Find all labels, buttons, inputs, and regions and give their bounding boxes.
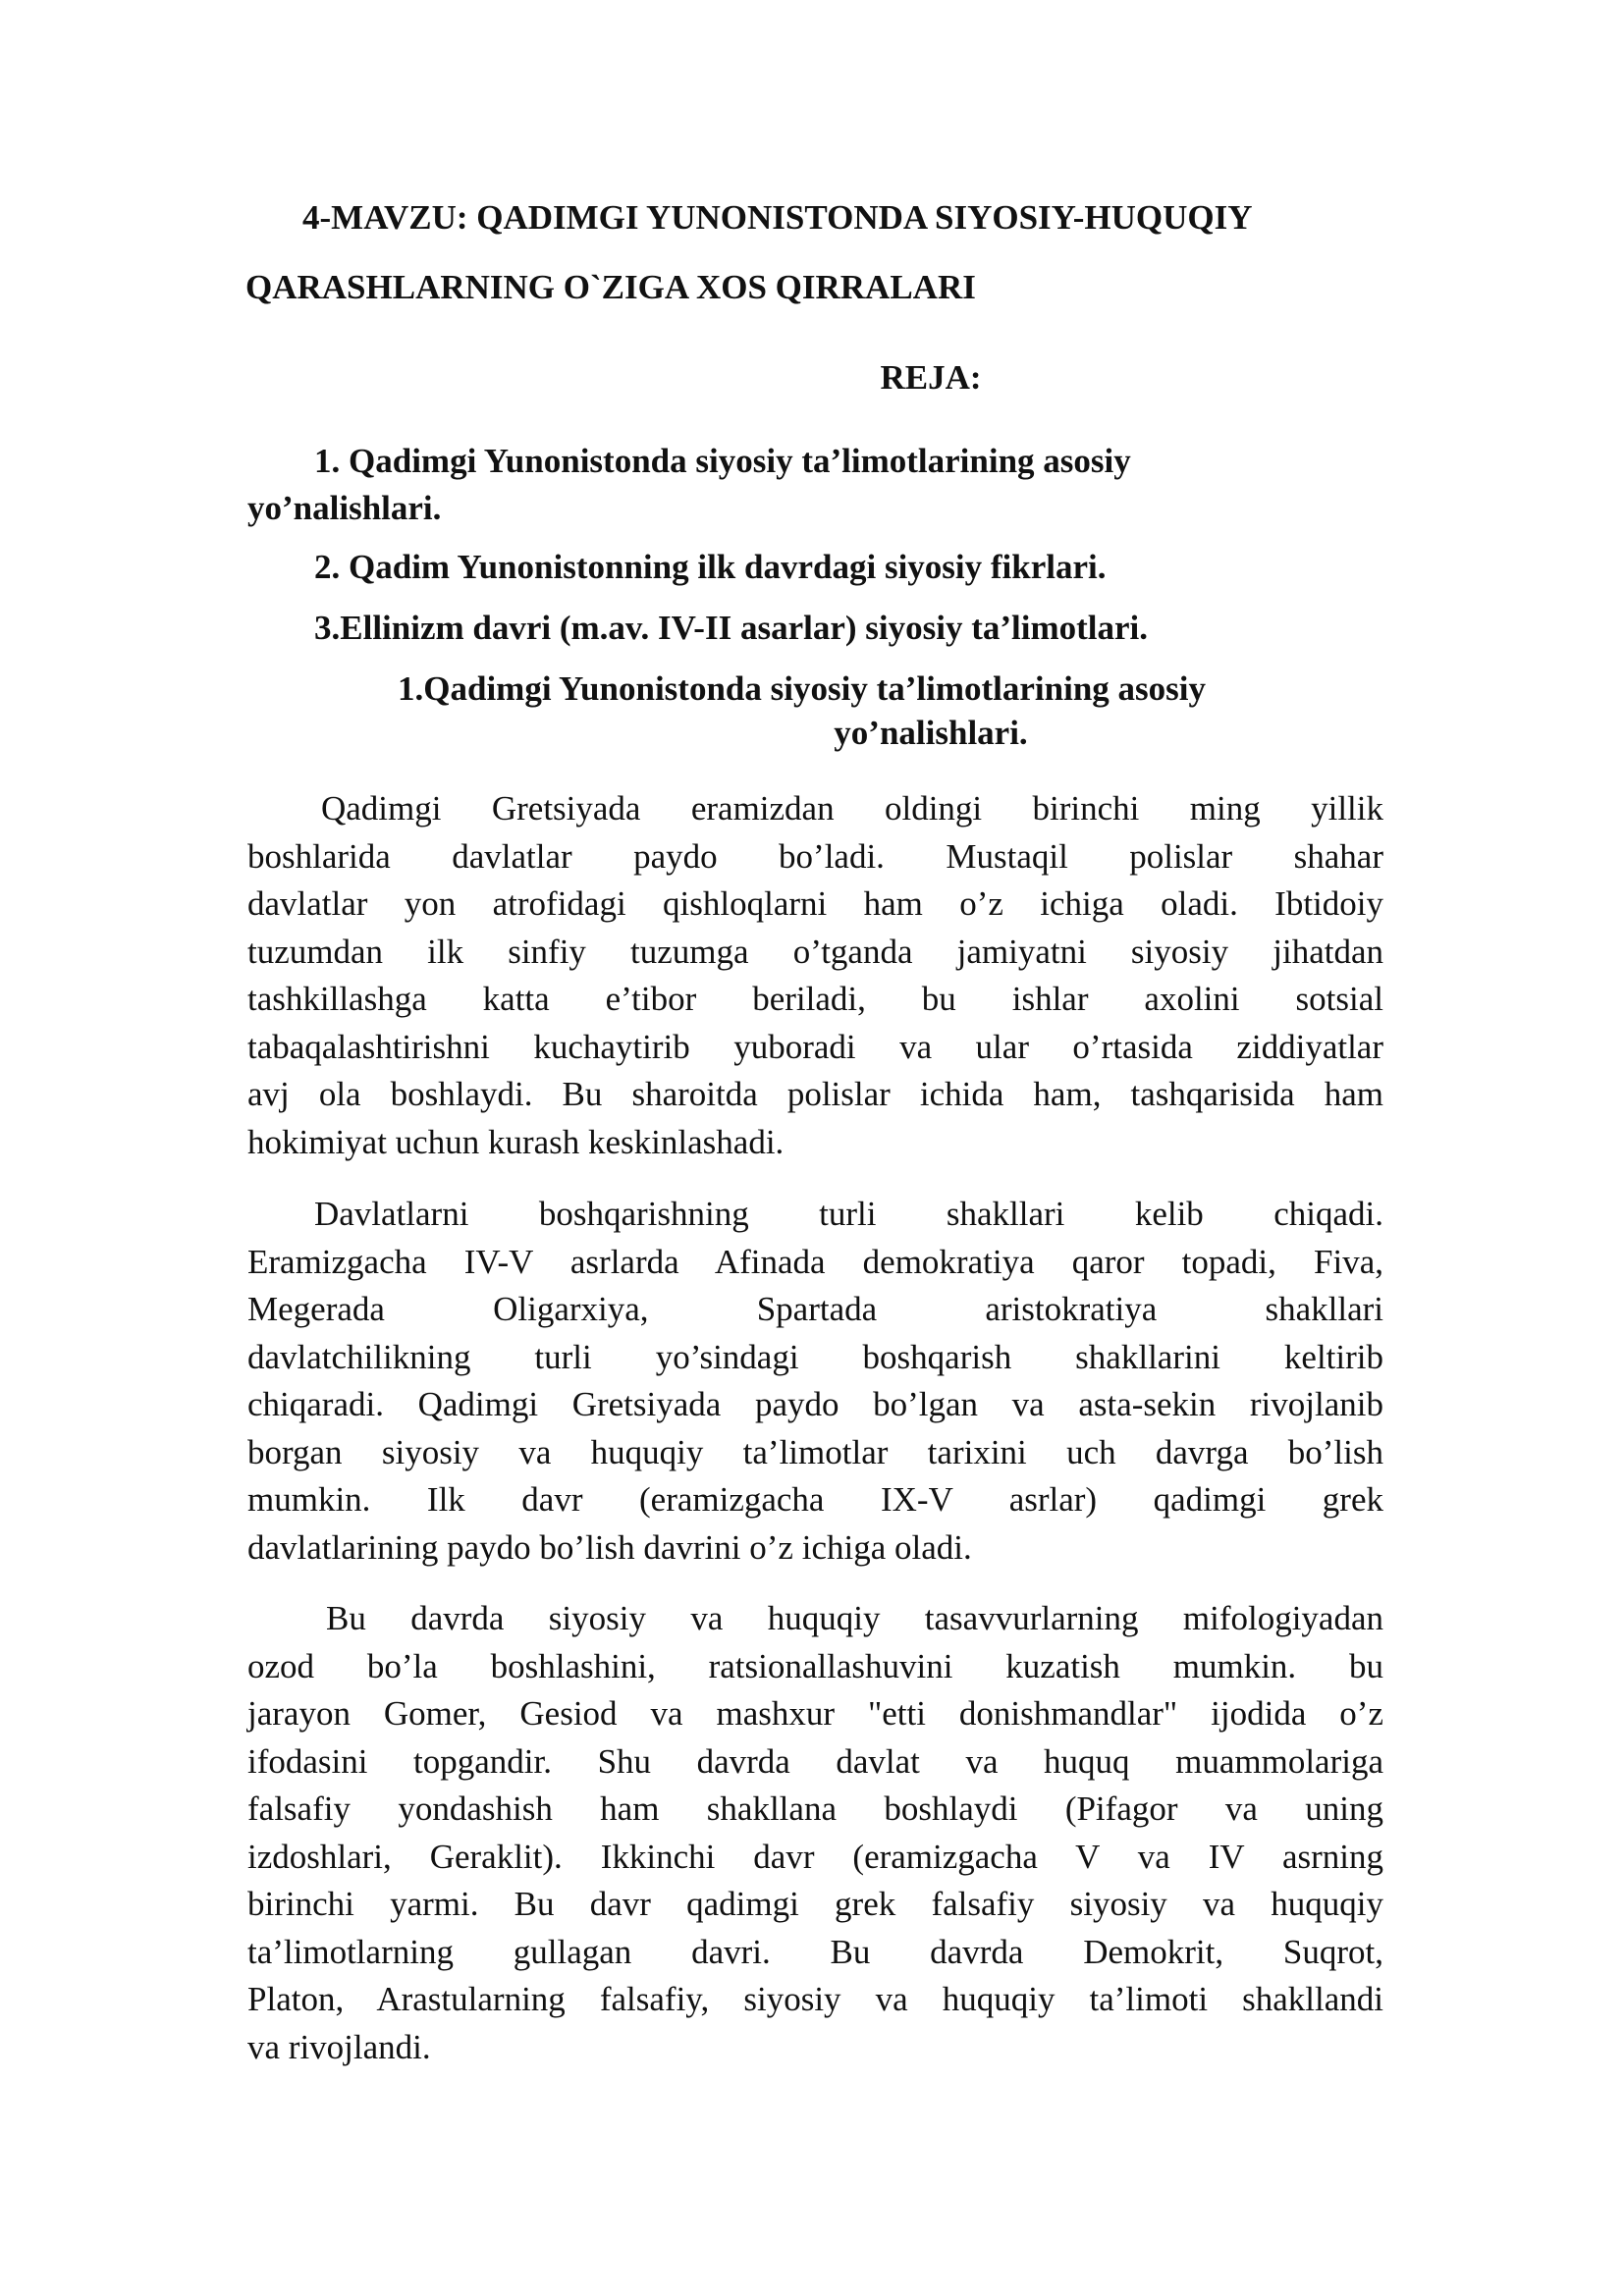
paragraph-line: boshlarida davlatlar paydo bo’ladi. Mustaqil polislar shahar: [247, 836, 1383, 876]
paragraph-3: [247, 1595, 1383, 2071]
paragraph-line: davlatchilikning turli yo’sindagi boshqarish shakllarini keltirib: [247, 1337, 1383, 1376]
paragraph-line: ozod bo’la boshlashini, ratsionallashuvini kuzatish mumkin. bu: [247, 1646, 1383, 1685]
paragraph-line: Davlatlarni boshqarishning turli shakllari kelib chiqadi.: [314, 1195, 1383, 1233]
section-heading-line-1: 1.Qadimgi Yunonistonda siyosiy ta’limotlarining asosiy: [398, 669, 1206, 708]
paragraph-line: davlatlarining paydo bo’lish davrini o’z ichiga oladi.: [247, 1527, 972, 1567]
paragraph-line: Megerada Oligarxiya, Spartada aristokratiya shakllari: [247, 1290, 1383, 1328]
plan-item-3: 3.Ellinizm davri (m.av. IV-II asarlar) siyosiy ta’limotlari.: [314, 609, 1149, 647]
paragraph-line: hokimiyat uchun kurash keskinlashadi.: [247, 1122, 785, 1161]
plan-item-1-line-2: yo’nalishlari.: [247, 489, 442, 527]
paragraph-line: va rivojlandi.: [247, 2027, 431, 2066]
paragraph-line: jarayon Gomer, Gesiod va mashxur "etti donishmandlar" ijodida o’z: [247, 1694, 1383, 1733]
paragraph-line: izdoshlari, Geraklit). Ikkinchi davr (eramizgacha V va IV asrning: [247, 1837, 1383, 1876]
plan-item-1-line-1: 1. Qadimgi Yunonistonda siyosiy ta’limotlarining asosiy: [314, 442, 1131, 480]
topic-title-line-2: QARASHLARNING O`ZIGA XOS QIRRALARI: [245, 268, 976, 306]
paragraph-line: tuzumdan ilk sinfiy tuzumga o’tganda jamiyatni siyosiy jihatdan: [247, 932, 1383, 971]
plan-heading: REJA:: [880, 358, 982, 397]
paragraph-line: Eramizgacha IV-V asrlarda Afinada demokratiya qaror topadi, Fiva,: [247, 1242, 1383, 1281]
paragraph-line: tashkillashga katta e’tibor beriladi, bu ishlar axolini sotsial: [247, 980, 1383, 1018]
paragraph-line: falsafiy yondashish ham shakllana boshlaydi (Pifagor va uning: [247, 1789, 1383, 1828]
paragraph-1: [247, 785, 1383, 1166]
paragraph-line: mumkin. Ilk davr (eramizgacha IX-V asrlar) qadimgi grek: [247, 1480, 1383, 1519]
paragraph-line: ta’limotlarning gullagan davri. Bu davrda Demokrit, Suqrot,: [247, 1932, 1383, 1971]
paragraph-line: birinchi yarmi. Bu davr qadimgi grek falsafiy siyosiy va huquqiy: [247, 1885, 1383, 1923]
topic-title-line-1: 4-MAVZU: QADIMGI YUNONISTONDA SIYOSIY-HUQUQIY: [302, 198, 1253, 237]
section-heading-line-2: yo’nalishlari.: [834, 714, 1028, 752]
paragraph-line: chiqaradi. Qadimgi Gretsiyada paydo bo’lgan va asta-sekin rivojlanib: [247, 1385, 1383, 1423]
paragraph-line: Qadimgi Gretsiyada eramizdan oldingi birinchi ming yillik: [321, 789, 1383, 828]
paragraph-line: tabaqalashtirishni kuchaytirib yuboradi va ular o’rtasida ziddiyatlar: [247, 1027, 1383, 1066]
paragraph-line: ifodasini topgandir. Shu davrda davlat va huquq muammolariga: [247, 1741, 1383, 1781]
paragraph-line: Bu davrda siyosiy va huquqiy tasavvurlarning mifologiyadan: [326, 1599, 1383, 1637]
paragraph-line: borgan siyosiy va huquqiy ta’limotlar tarixini uch davrga bo’lish: [247, 1432, 1383, 1471]
paragraph-line: Platon, Arastularning falsafiy, siyosiy va huquqiy ta’limoti shakllandi: [247, 1980, 1383, 2018]
plan-item-2: 2. Qadim Yunonistonning ilk davrdagi siyosiy fikrlari.: [314, 548, 1107, 586]
paragraph-line: avj ola boshlaydi. Bu sharoitda polislar ichida ham, tashqarisida ham: [247, 1075, 1383, 1113]
paragraph-line: davlatlar yon atrofidagi qishloqlarni ham o’z ichiga oladi. Ibtidoiy: [247, 884, 1383, 923]
paragraph-2: [247, 1191, 1383, 1572]
